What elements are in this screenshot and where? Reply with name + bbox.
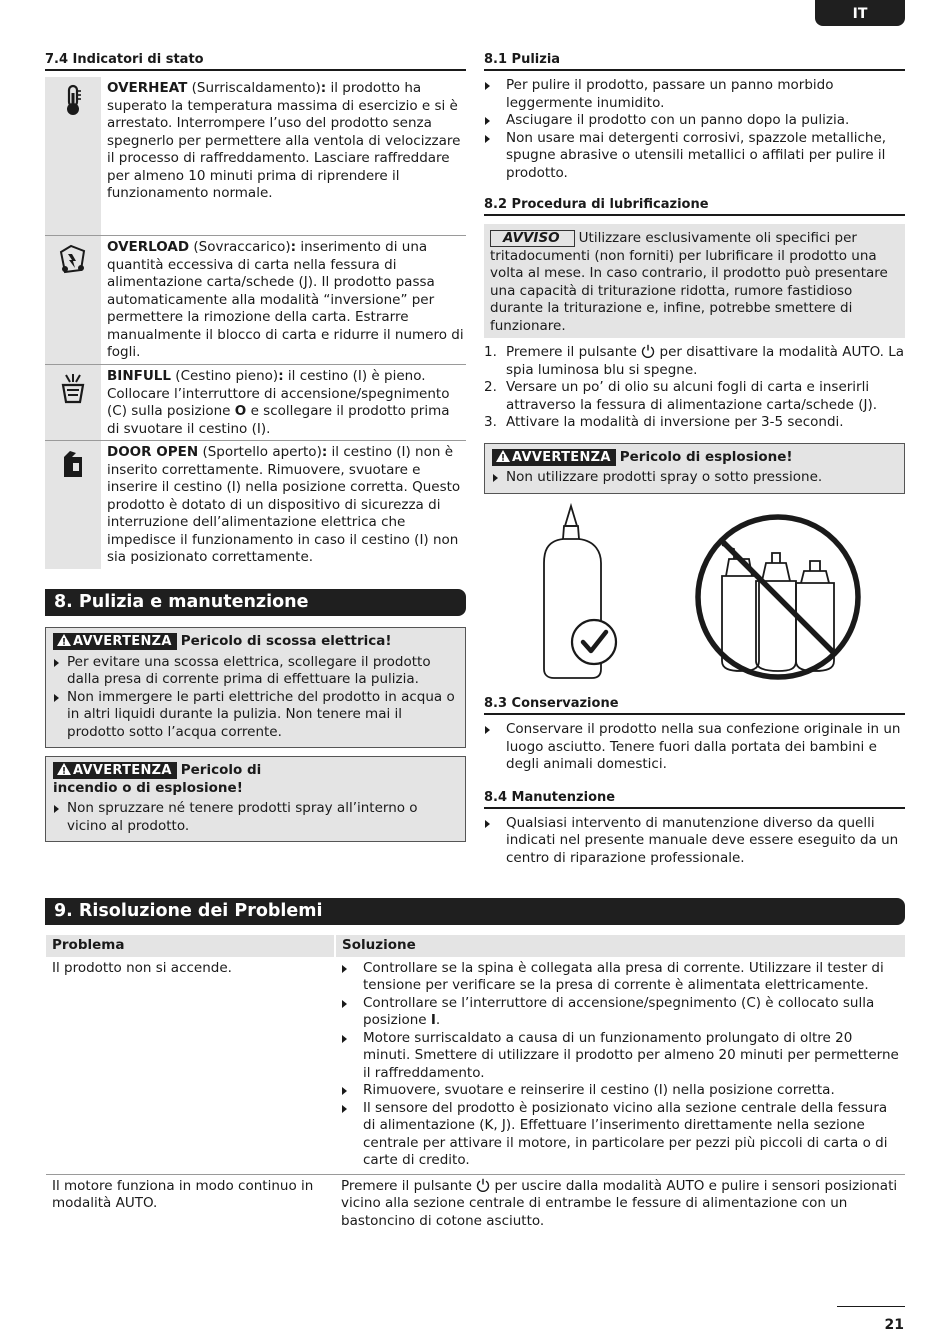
footer-rule: [837, 1306, 905, 1307]
status-indicator-table: [45, 77, 466, 569]
warning-fire-explosion: [45, 756, 466, 842]
list-item: Non utilizzare prodotti spray o sotto pressione.: [492, 469, 897, 487]
step-item: 3. Attivare la modalità di inversione per 3-5 secondi.: [484, 414, 844, 430]
warning-triangle-icon: [496, 450, 510, 462]
list-item: Controllare se la spina è collegata alla presa di corrente. Utilizzare il tester di tensione per verificare se la presa di corrente è alimentata elettricamente.: [341, 960, 899, 995]
colon: :: [321, 444, 328, 460]
table-row: [46, 957, 905, 1175]
notice-box: [484, 224, 905, 338]
status-row-overload: [45, 236, 466, 365]
warning-electric-shock: [45, 627, 466, 748]
warning-triangle-icon: [57, 763, 71, 775]
list-item: Controllare se l’interruttore di accensione/spegnimento (C) è collocato sulla posizione I.: [341, 995, 899, 1030]
off-position: O: [234, 403, 247, 419]
step-item: 1. Premere il pulsante per disattivare la modalità AUTO. La spia luminosa blu si spegne.: [484, 344, 905, 378]
warning-title: Pericolo di: [180, 762, 262, 778]
status-text: il cestino (I) non è inserito correttamente. Rimuovere, svuotare e inserire il cestino (I) nella posizione corretta. Questo prodotto è dotato di un dispositivo di sicurezza di interruzione dell’alimentazione elettrica che impedisce il funzionamento in caso il cestino (I) non sia posizionato correttamente.: [107, 444, 461, 565]
oil-illustration: [534, 501, 904, 681]
status-name: OVERLOAD: [107, 239, 190, 255]
list-item: Qualsiasi intervento di manutenzione diverso da quelli indicati nel presente manuale deve essere eseguito da un centro di riparazione professionale.: [484, 815, 905, 868]
colon: :: [290, 239, 297, 255]
thermometer-icon: [56, 83, 90, 117]
right-column: [484, 51, 905, 866]
list-item: Asciugare il prodotto con un panno dopo la pulizia.: [484, 112, 905, 130]
status-name: BINFULL: [107, 368, 171, 384]
troubleshooting-table: [46, 935, 905, 1234]
list-item: Non usare mai detergenti corrosivi, spazzole metalliche, spugne abrasive o utensili metallici o affilati per pulire il prodotto.: [484, 130, 905, 183]
status-row-binfull: [45, 365, 466, 441]
solution-cell: Premere il pulsante per uscire dalla modalità AUTO e pulire i sensori posizionati vicino alla sezione centrale di entrambe le fessure di alimentazione con un bastoncino di cotone asciutto.: [341, 1177, 898, 1229]
colon: :: [320, 80, 327, 96]
warning-label: AVVERTENZA: [492, 449, 616, 466]
problem-cell: Il motore funziona in modo continuo in modalità AUTO.: [52, 1177, 314, 1211]
status-text: il prodotto ha superato la temperatura massima di esercizio e si è arrestato. Interrompere l’uso del prodotto senza spegnerlo per permettere alla ventola di velocizzare il processo di raffreddamento. Lasciare raffreddare per almeno 10 minuti prima di riprendere il funzionamento normale.: [107, 80, 461, 201]
section-8-3-title: 8.3 Conservazione: [484, 695, 905, 715]
section-9-title: 9. Risoluzione dei Problemi: [45, 898, 905, 925]
status-paren: (Sovraccarico): [193, 239, 291, 255]
bin-full-icon: [56, 371, 90, 405]
no-spray-icon: [698, 517, 858, 677]
list-item: Conservare il prodotto nella sua confezione originale in un luogo asciutto. Tenere fuori dalla portata dei bambini e degli animali domestici.: [484, 721, 905, 774]
column-header-solution: Soluzione: [335, 935, 905, 957]
paper-jam-icon: [56, 242, 90, 276]
status-paren: (Sportello aperto): [202, 444, 322, 460]
list-item: Il sensore del prodotto è posizionato vicino alla sezione centrale della fessura di alimentazione (K, J). Effettuare l’inserimento direttamente nella sezione centrale per attivare il motore, in particolare per pezzi più piccoli di carta o di carte di credito.: [341, 1100, 899, 1170]
list-item: Non spruzzare né tenere prodotti spray all’interno o vicino al prodotto.: [53, 800, 458, 835]
status-paren: (Surriscaldamento): [191, 80, 321, 96]
warning-title-cont: incendio o di esplosione!: [53, 779, 243, 796]
problem-cell: Il prodotto non si accende.: [46, 957, 335, 1175]
checkmark-icon: [572, 620, 616, 664]
warning-title: Pericolo di esplosione!: [619, 448, 793, 465]
column-header-problem: Problema: [46, 935, 335, 957]
solution-cell: [335, 957, 905, 1175]
status-name: OVERHEAT: [107, 80, 188, 96]
list-item: Per evitare una scossa elettrica, scollegare il prodotto dalla presa di corrente prima di effettuare la pulizia.: [53, 654, 458, 689]
warning-title: Pericolo di scossa elettrica!: [180, 633, 392, 649]
warning-label: AVVERTENZA: [53, 762, 177, 779]
status-row-door-open: [45, 441, 466, 569]
list-item: Motore surriscaldato a causa di un funzionamento prolungato di oltre 20 minuti. Smettere di utilizzare il prodotto per almeno 20 minuti per permetterne il raffreddamento.: [341, 1030, 899, 1083]
list-item: Per pulire il prodotto, passare un panno morbido leggermente inumidito.: [484, 77, 905, 112]
power-icon: [641, 344, 655, 358]
notice-label: AVVISO: [490, 230, 575, 247]
notice-text: Utilizzare esclusivamente oli specifici per tritadocumenti (non forniti) per lubrificare il prodotto una volta al mese. In caso contrario, il prodotto può presentare una capacità di triturazione ridotta, rumore fastidioso durante la triturazione e, infine, potrebbe smettere di funzionare.: [490, 230, 888, 334]
colon: :: [278, 368, 284, 384]
left-column: [45, 51, 466, 842]
page-number: 21: [884, 1317, 904, 1333]
door-open-icon: [56, 447, 90, 481]
status-row-overheat: [45, 77, 466, 236]
step-item: 2. Versare un po’ di olio su alcuni fogli di carta e inserirli attraverso la fessura di alimentazione carta/schede (J).: [484, 379, 878, 413]
status-text: il cestino (I) è pieno. Collocare l’interruttore di accensione/spegnimento (C) sulla posizione: [107, 368, 450, 419]
list-item: Non immergere le parti elettriche del prodotto in acqua o in altri liquidi durante la pulizia. Non tenere mai il prodotto sotto l’acqua corrente.: [53, 689, 458, 742]
warning-explosion: [484, 443, 905, 494]
status-text: e scollegare il prodotto prima di svuotare il cestino (I).: [107, 403, 450, 437]
power-icon: [476, 1178, 490, 1192]
warning-triangle-icon: [57, 634, 71, 646]
table-row: [46, 1174, 905, 1234]
section-7-4-title: 7.4 Indicatori di stato: [45, 51, 466, 71]
status-paren: (Cestino pieno): [175, 368, 279, 384]
status-name: DOOR OPEN: [107, 444, 199, 460]
section-8-2-title: 8.2 Procedura di lubrificazione: [484, 196, 905, 216]
section-8-1-title: 8.1 Pulizia: [484, 51, 905, 71]
section-8-title: 8. Pulizia e manutenzione: [45, 589, 466, 616]
section-8-4-title: 8.4 Manutenzione: [484, 789, 905, 809]
language-tab: IT: [815, 0, 905, 26]
list-item: Rimuovere, svuotare e reinserire il cestino (I) nella posizione corretta.: [341, 1082, 899, 1100]
warning-label: AVVERTENZA: [53, 633, 177, 650]
status-text: inserimento di una quantità eccessiva di carta nella fessura di alimentazione carta/schede (J). Il prodotto passa automaticamente alla modalità “inversione” per permettere la rimozione della carta. Estrarre manualmente il blocco di carta e ridurre il numero di fogli.: [107, 239, 464, 360]
